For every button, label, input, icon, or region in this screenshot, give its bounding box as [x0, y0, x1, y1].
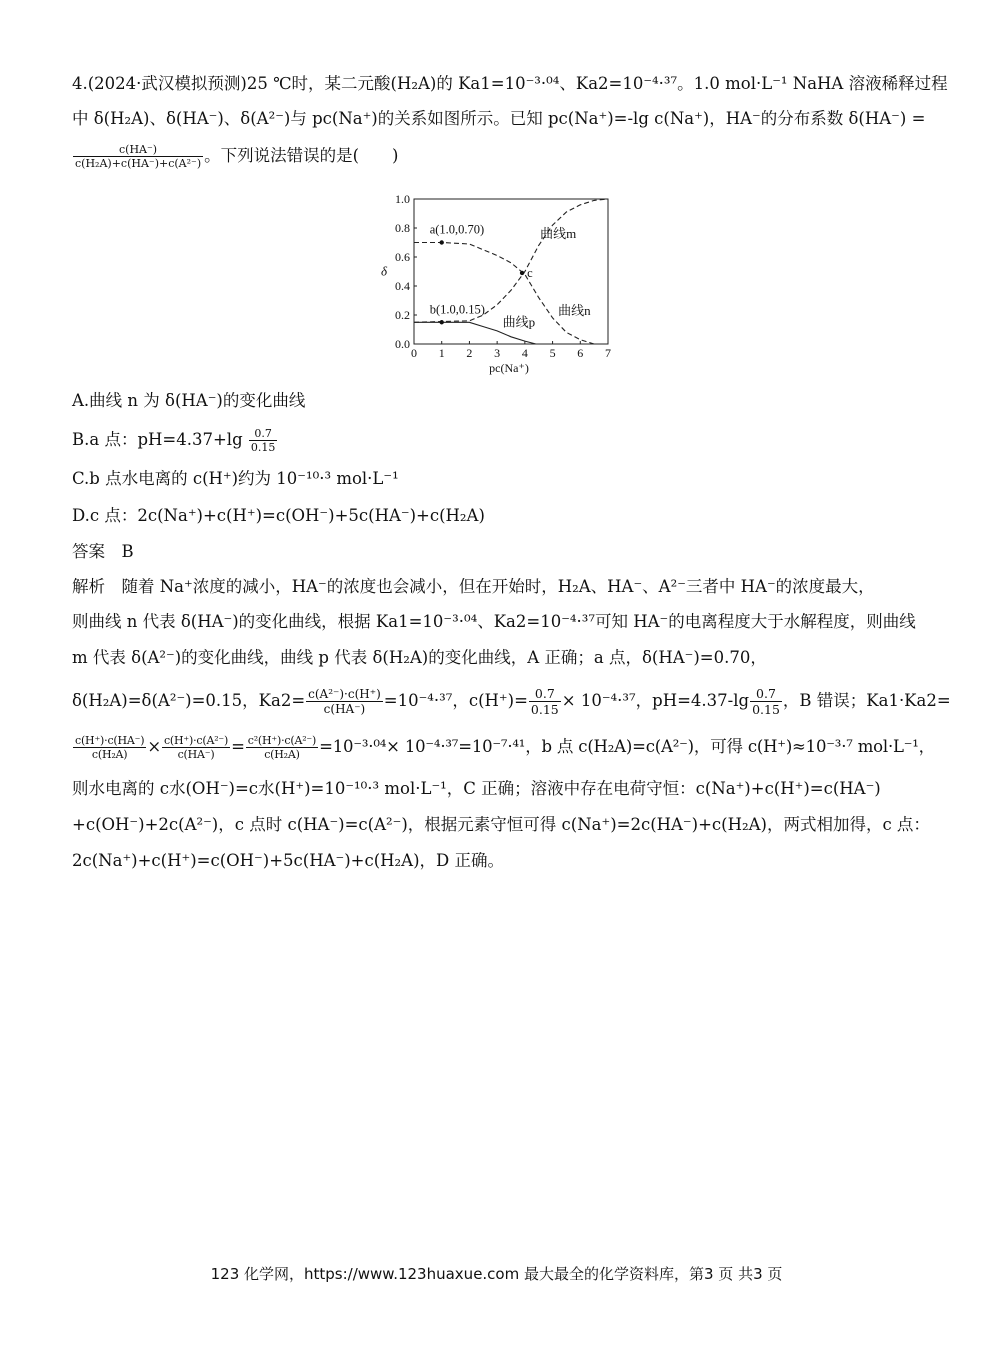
ratio-2-numerator: 0.7: [750, 686, 782, 702]
option-c: C.b 点水电离的 c(H⁺)约为 10⁻¹⁰·³ mol·L⁻¹: [72, 469, 399, 488]
ka2-fraction-2: [162, 734, 230, 761]
ka2-2-numerator: c(H⁺)·c(A²⁻): [163, 734, 229, 747]
option-b-numerator: 0.7: [249, 427, 278, 441]
x-axis-label: pc(Na⁺): [489, 361, 529, 375]
y-tick-label-2: 0.4: [395, 279, 410, 293]
point-marker-2: [520, 271, 524, 275]
point-label-2: c: [527, 265, 533, 280]
product-fraction: [246, 734, 318, 761]
analysis-line-4: [72, 686, 951, 717]
ratio-fraction-1: [529, 686, 561, 717]
option-d: D.c 点：2c(Na⁺)+c(H⁺)=c(OH⁻)+5c(HA⁻)+c(H₂A): [72, 506, 485, 525]
ratio-1-numerator: 0.7: [529, 686, 561, 702]
question-stem-tail: 。下列说法错误的是( ): [204, 146, 399, 165]
analysis-line-5: [72, 734, 935, 761]
ratio-fraction-2: [750, 686, 782, 717]
y-tick-label-1: 0.2: [395, 308, 410, 322]
product-denominator: c(H₂A): [264, 748, 300, 761]
analysis-l5-tail: =10⁻³·⁰⁴× 10⁻⁴·³⁷=10⁻⁷·⁴¹，b 点 c(H₂A)=c(A²⁻)，可得 c(H⁺)≈10⁻³·⁷ mol·L⁻¹，: [319, 737, 935, 756]
option-b-denominator: 0.15: [250, 441, 276, 454]
option-b: [72, 427, 922, 454]
option-b-text: B.a 点：pH=4.37+lg: [72, 430, 243, 449]
x-tick-label-1: 1: [438, 346, 445, 360]
ratio-1-denominator: 0.15: [530, 702, 559, 717]
x-tick-label-6: 6: [577, 346, 584, 360]
y-axis-label: δ: [380, 263, 388, 279]
analysis-line-3: m 代表 δ(A²⁻)的变化曲线，曲线 p 代表 δ(H₂A)的变化曲线，A 正确；a 点，δ(HA⁻)=0.70，: [72, 648, 767, 667]
analysis-line-7: +c(OH⁻)+2c(A²⁻)，c 点时 c(HA⁻)=c(A²⁻)，根据元素守恒可得 c(Na⁺)=2c(HA⁻)+c(H₂A)，两式相加得，c 点：: [72, 815, 930, 834]
equals-sign: =: [231, 737, 245, 756]
x-tick-label-5: 5: [549, 346, 556, 360]
y-tick-label-5: 1.0: [395, 192, 410, 206]
ratio-2-denominator: 0.15: [752, 702, 780, 717]
ka1-denominator: c(H₂A): [91, 748, 128, 761]
analysis-l4-part-d: ，B 错误；Ka1·Ka2=: [782, 691, 951, 710]
ka2-denominator: c(HA⁻): [323, 702, 366, 716]
x-tick-label-3: 3: [494, 346, 501, 360]
analysis-line-8: 2c(Na⁺)+c(H⁺)=c(OH⁻)+5c(HA⁻)+c(H₂A)，D 正确。: [72, 851, 504, 870]
ka1-numerator: c(H⁺)·c(HA⁻): [75, 734, 145, 747]
ka1-fraction: [73, 734, 146, 761]
ka2-numerator: c(A²⁻)·c(H⁺): [308, 687, 381, 701]
answer-line: 答案 B: [72, 542, 134, 561]
y-tick-label-0: 0.0: [395, 337, 410, 351]
analysis-line-6: 则水电离的 c水(OH⁻)=c水(H⁺)=10⁻¹⁰·³ mol·L⁻¹，C 正确；溶液中存在电荷守恒：c(Na⁺)+c(H⁺)=c(HA⁻): [72, 779, 881, 798]
distribution-chart: [360, 186, 630, 378]
analysis-line-1: 解析 随着 Na⁺浓度的减小，HA⁻的浓度也会减小，但在开始时，H₂A、HA⁻、A²⁻三者中 HA⁻的浓度最大，: [72, 577, 875, 596]
y-tick-label-4: 0.8: [395, 221, 410, 235]
x-tick-label-7: 7: [605, 346, 611, 360]
question-line-3: [72, 143, 922, 170]
point-marker-0: [440, 240, 444, 244]
ka2-fraction: [306, 687, 383, 716]
analysis-line-2: 则曲线 n 代表 δ(HA⁻)的变化曲线，根据 Ka1=10⁻³·⁰⁴、Ka2=10⁻⁴·³⁷可知 HA⁻的电离程度大于水解程度，则曲线: [72, 612, 916, 631]
product-numerator: c²(H⁺)·c(A²⁻): [247, 734, 317, 747]
series-label-1: 曲线n: [558, 303, 591, 318]
point-marker-1: [440, 320, 444, 324]
y-tick-label-3: 0.6: [395, 250, 410, 264]
ka2-2-denominator: c(HA⁻): [177, 748, 215, 761]
distribution-fraction: [73, 143, 203, 170]
series-label-0: 曲线m: [540, 226, 577, 242]
x-tick-label-2: 2: [466, 346, 473, 360]
analysis-l4-part-c: × 10⁻⁴·³⁷，pH=4.37-lg: [561, 691, 750, 710]
x-tick-label-0: 0: [411, 346, 417, 360]
point-label-1: b(1.0,0.15): [429, 302, 485, 317]
x-tick-label-4: 4: [521, 346, 528, 360]
series-label-2: 曲线p: [502, 314, 536, 330]
page-footer: 123 化学网，https://www.123huaxue.com 最大最全的化学资料库，第3 页 共3 页: [210, 1265, 783, 1283]
fraction-numerator: c(HA⁻): [73, 143, 203, 157]
option-a: A.曲线 n 为 δ(HA⁻)的变化曲线: [72, 391, 306, 410]
question-line-1: 4.(2024·武汉模拟预测)25 ℃时，某二元酸(H₂A)的 Ka1=10⁻³·⁰⁴、Ka2=10⁻⁴·³⁷。1.0 mol·L⁻¹ NaHA 溶液稀释过程: [72, 74, 948, 93]
question-line-2: 中 δ(H₂A)、δ(HA⁻)、δ(A²⁻)与 pc(Na⁺)的关系如图所示。已知 pc(Na⁺)=-lg c(Na⁺)，HA⁻的分布系数 δ(HA⁻) =: [72, 109, 926, 128]
analysis-l4-part-a: δ(H₂A)=δ(A²⁻)=0.15，Ka2=: [72, 691, 306, 710]
analysis-l4-part-b: =10⁻⁴·³⁷，c(H⁺)=: [383, 691, 528, 710]
fraction-denominator: c(H₂A)+c(HA⁻)+c(A²⁻): [75, 157, 202, 170]
point-label-0: a(1.0,0.70): [429, 222, 485, 237]
option-b-fraction: [249, 427, 278, 454]
times-sign: ×: [147, 737, 161, 756]
